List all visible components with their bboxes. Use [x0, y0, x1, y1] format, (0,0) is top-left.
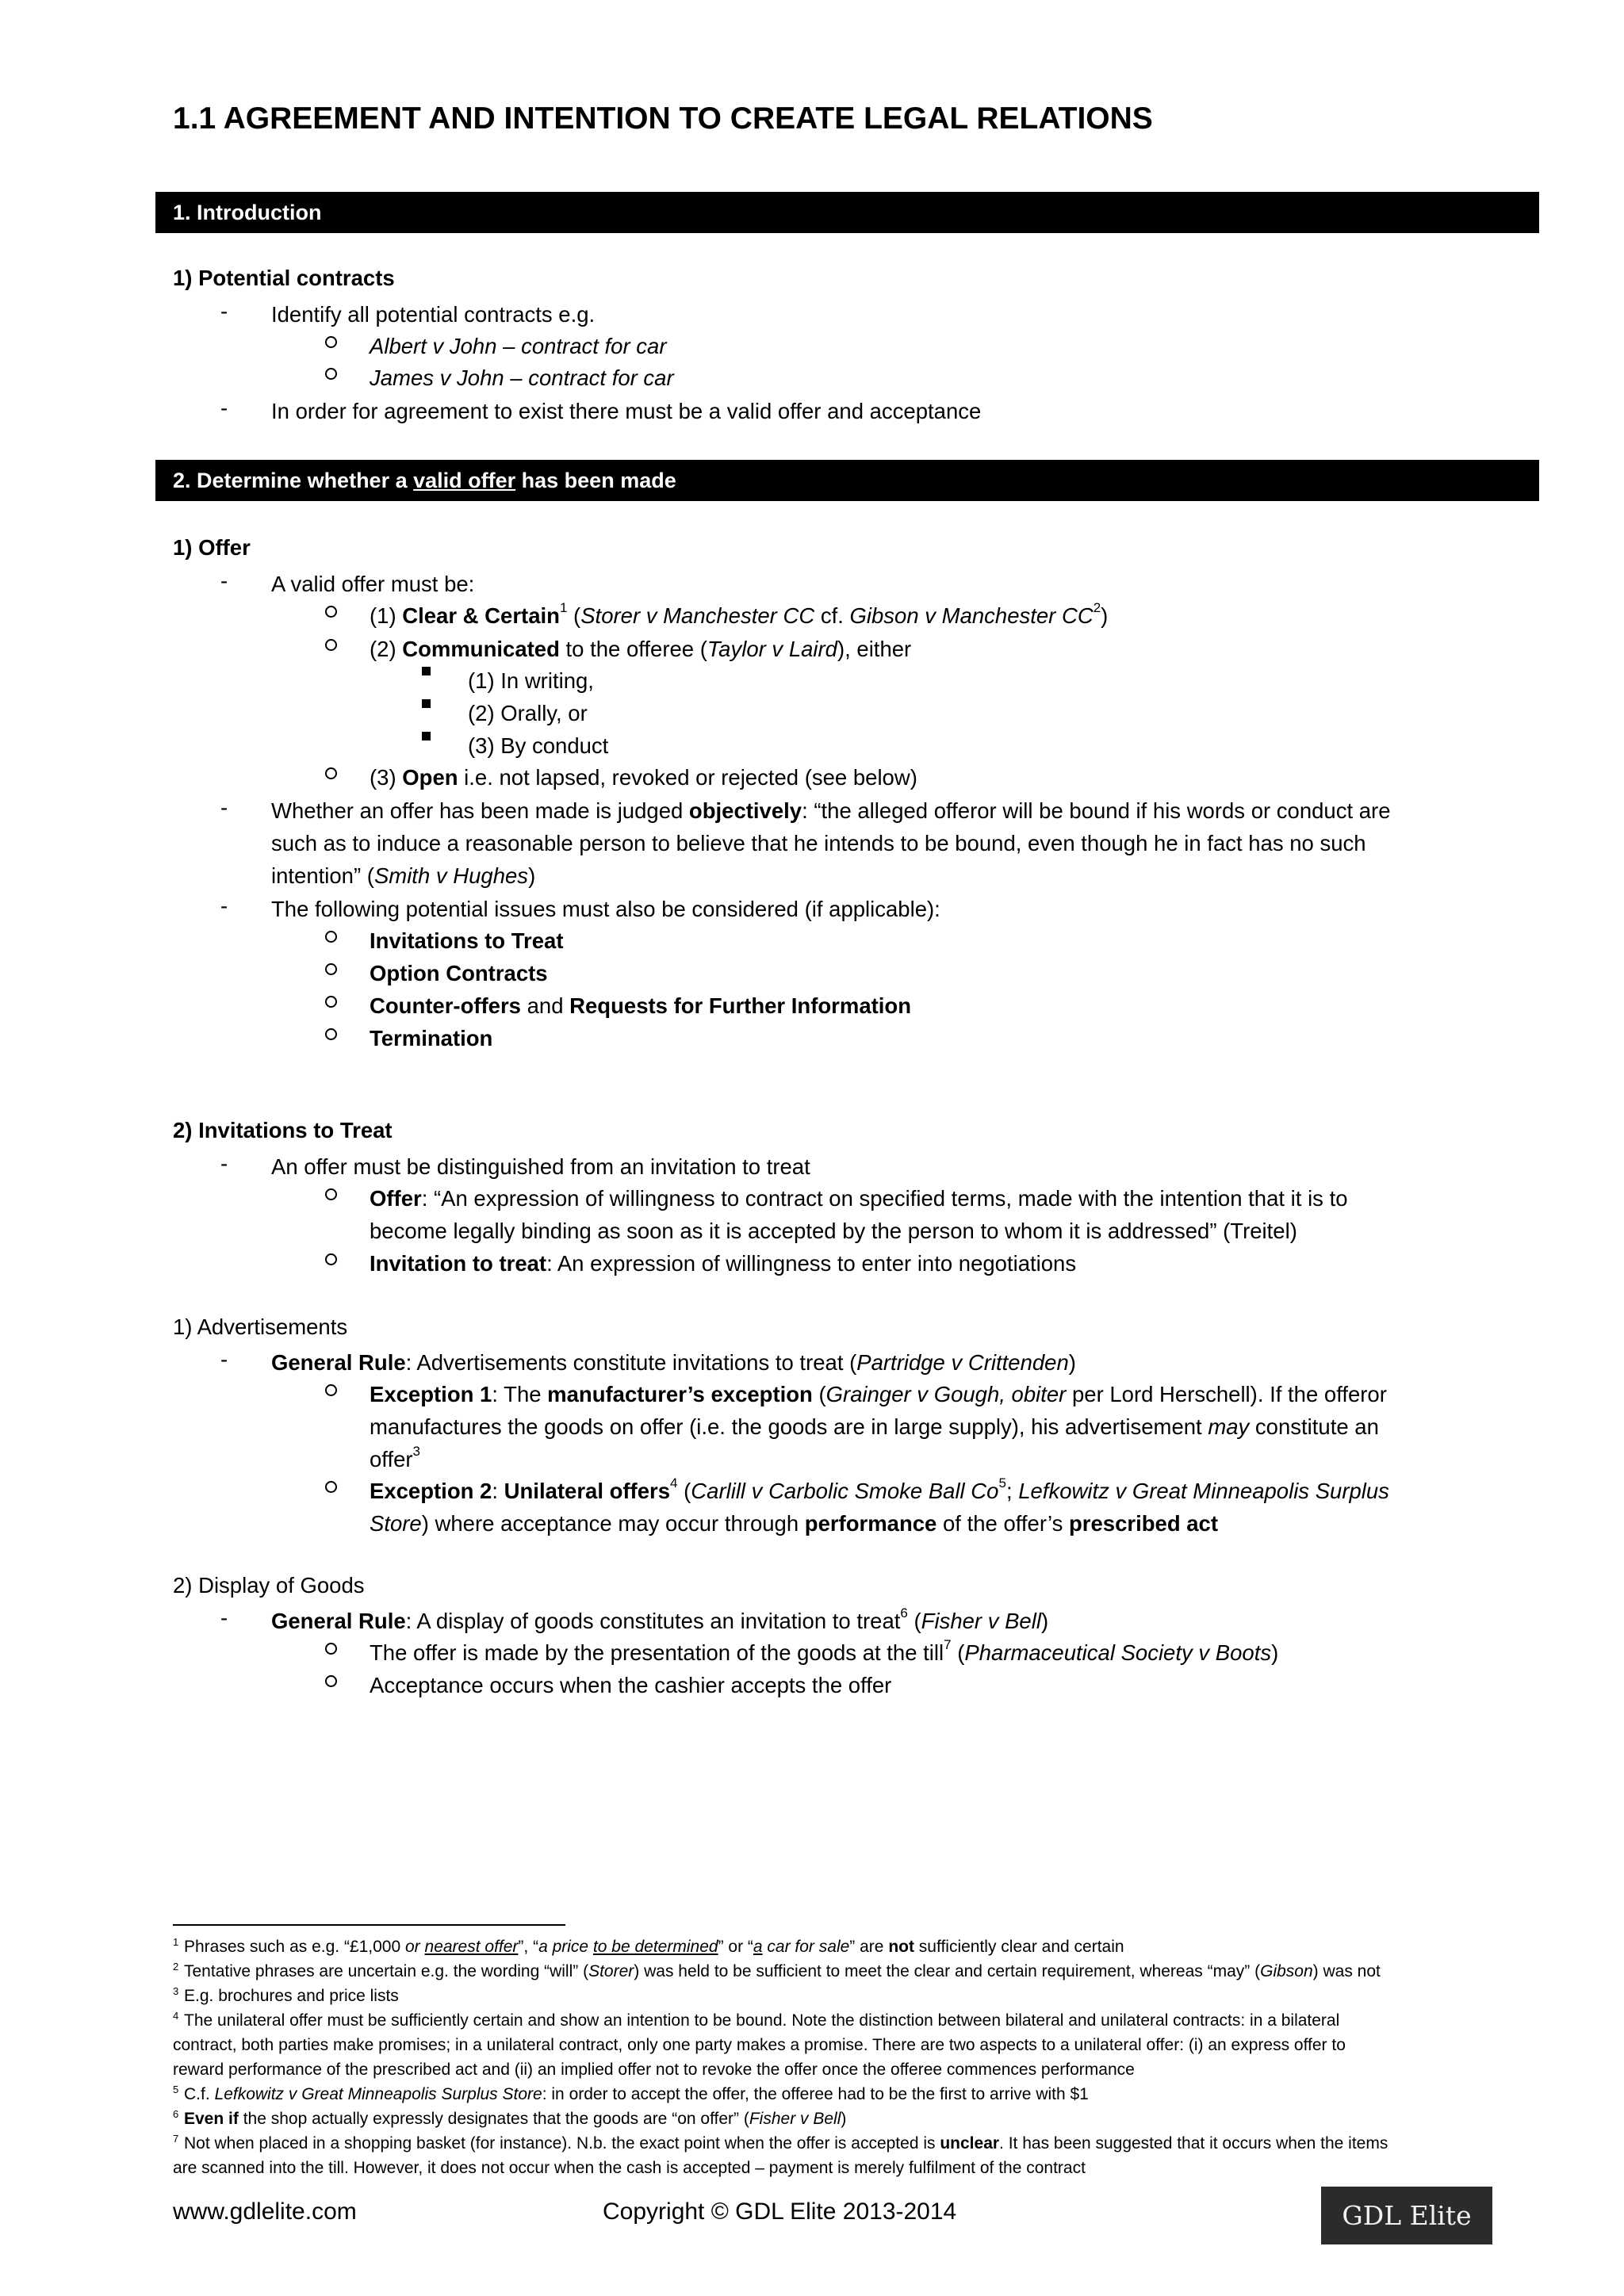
dash-bullet: -: [220, 795, 228, 820]
footer-copyright: Copyright © GDL Elite 2013-2014: [603, 2198, 957, 2225]
footnote-rule: [173, 1924, 565, 1926]
text-line: The offer is made by the presentation of the goods at the till$^7$ (Pharmaceutical Society v Boots): [370, 1636, 1279, 1665]
text-line: General Rule: A display of goods constitutes an invitation to treat$^6$ (Fisher v Bell): [271, 1605, 1049, 1633]
circle-bullet-icon: [325, 336, 337, 348]
text-line: offer$^3$: [370, 1443, 420, 1471]
text-line: such as to induce a reasonable person to believe that he intends to be bound, even though he in fact has no such: [271, 831, 1366, 855]
text-line: (3) Open i.e. not lapsed, revoked or rejected (see below): [370, 765, 917, 790]
text-line: Exception 1: The manufacturer’s exception (Grainger v Gough, obiter per Lord Herschell). If the offeror: [370, 1382, 1387, 1406]
section-heading-valid-offer: 2. Determine whether a valid offer has been made: [155, 460, 1539, 501]
circle-bullet-icon: [325, 1028, 337, 1040]
text-line: In order for agreement to exist there must be a valid offer and acceptance: [271, 399, 982, 423]
text-line: A valid offer must be:: [271, 572, 475, 596]
text-line: Store) where acceptance may occur through performance of the offer’s prescribed act: [370, 1511, 1219, 1536]
text-line: Exception 2: Unilateral offers$^4$ (Carlill v Carbolic Smoke Ball Co$^5$; Lefkowitz v Great Minneapolis Surplus: [370, 1475, 1389, 1503]
circle-bullet-icon: [325, 1188, 337, 1200]
text-line: intention” (Smith v Hughes): [271, 863, 536, 888]
circle-bullet-icon: [325, 606, 337, 618]
text-line: Albert v John – contract for car: [370, 334, 667, 358]
text-line: Invitation to treat: An expression of willingness to enter into negotiations: [370, 1251, 1077, 1276]
text-line: James v John – contract for car: [370, 365, 674, 390]
circle-bullet-icon: [325, 1384, 337, 1396]
footnote-3: 3 E.g. brochures and price lists: [173, 1985, 399, 2005]
page-title: 1.1 AGREEMENT AND INTENTION TO CREATE LEGAL RELATIONS: [173, 101, 1153, 136]
subheading-offer: 1) Offer: [173, 535, 251, 560]
dash-bullet: -: [220, 568, 228, 593]
gdl-elite-logo: GDL Elite: [1321, 2187, 1492, 2244]
text-line: Option Contracts: [370, 961, 548, 985]
text-line: (2) Communicated to the offeree (Taylor v Laird), either: [370, 637, 912, 661]
footnote-6: 6 Even if the shop actually expressly designates that the goods are “on offer” (Fisher v Bell): [173, 2108, 847, 2128]
text-line: An offer must be distinguished from an invitation to treat: [271, 1154, 810, 1179]
footnote-7: 7 Not when placed in a shopping basket (for instance). N.b. the exact point when the offer is accepted is unclear. It has been suggested that it occurs when the items are scanned into the till. However, it does not occur when the cash is accepted – payment is merely fulfilment of the contract: [173, 2133, 1388, 2177]
circle-bullet-icon: [325, 996, 337, 1008]
circle-bullet-icon: [325, 963, 337, 975]
text-line: Invitations to Treat: [370, 928, 564, 953]
circle-bullet-icon: [325, 639, 337, 651]
text-line: become legally binding as soon as it is accepted by the person to whom it is addressed” (Treitel): [370, 1219, 1297, 1243]
text-line: General Rule: Advertisements constitute invitations to treat (Partridge v Crittenden): [271, 1350, 1076, 1375]
dash-bullet: -: [220, 396, 228, 420]
dash-bullet: -: [220, 1347, 228, 1372]
circle-bullet-icon: [325, 368, 337, 380]
text-line: (1) Clear & Certain$^1$ (Storer v Manchester CC cf. Gibson v Manchester $CC^2$): [370, 599, 1109, 628]
footnote-2: 2 Tentative phrases are uncertain e.g. the wording “will” (Storer) was held to be sufficient to meet the clear and certain requirement, whereas “may” (Gibson) was not: [173, 1961, 1381, 1980]
subheading-display-of-goods: 2) Display of Goods: [173, 1573, 365, 1598]
text-line: manufactures the goods on offer (i.e. the goods are in large supply), his advertisement may constitute an: [370, 1414, 1379, 1439]
text-line: Counter-offers and Requests for Further Information: [370, 993, 912, 1018]
dash-bullet: -: [220, 894, 228, 918]
section-heading-introduction: 1. Introduction: [155, 192, 1539, 233]
text-line: Acceptance occurs when the cashier accepts the offer: [370, 1673, 892, 1697]
text-line: The following potential issues must also be considered (if applicable):: [271, 897, 940, 921]
dash-bullet: -: [220, 1605, 228, 1630]
subheading-invitations-to-treat: 2) Invitations to Treat: [173, 1118, 393, 1142]
circle-bullet-icon: [325, 1481, 337, 1493]
footnote-4: 4 The unilateral offer must be sufficiently certain and show an intention to be bound. Note the distinction between bilateral and unilateral contracts: in a bilateral contract, both parties make promises; in a unilateral contract, only one party makes a promise. There are two aspects to a unilateral offer: (i) an express offer to reward performance of the prescribed act and (ii) an implied offer not to revoke the offer once the offeree commences performance: [173, 2010, 1346, 2079]
footnote-1: 1 Phrases such as e.g. “£1,000 or nearest offer”, “a price to be determined” or “a car for sale” are not sufficiently clear and certain: [173, 1936, 1124, 1956]
square-bullet-icon: [422, 699, 431, 708]
text-line: Identify all potential contracts e.g.: [271, 302, 596, 327]
circle-bullet-icon: [325, 931, 337, 943]
circle-bullet-icon: [325, 1643, 337, 1655]
circle-bullet-icon: [325, 767, 337, 779]
dash-bullet: -: [220, 1151, 228, 1176]
text-line: Termination: [370, 1026, 493, 1050]
footer-website-link[interactable]: www.gdlelite.com: [173, 2198, 357, 2225]
text-line: Whether an offer has been made is judged objectively: “the alleged offeror will be bound if his words or conduct are: [271, 798, 1391, 823]
square-bullet-icon: [422, 667, 431, 675]
text-line: (1) In writing,: [468, 668, 594, 693]
square-bullet-icon: [422, 732, 431, 740]
dash-bullet: -: [220, 299, 228, 323]
text-line: (2) Orally, or: [468, 701, 588, 725]
subheading-advertisements: 1) Advertisements: [173, 1314, 348, 1339]
circle-bullet-icon: [325, 1675, 337, 1687]
text-line: Offer: “An expression of willingness to contract on specified terms, made with the intention that it is to: [370, 1186, 1348, 1211]
text-line: (3) By conduct: [468, 733, 609, 758]
subheading-potential-contracts: 1) Potential contracts: [173, 266, 395, 290]
footnote-5: 5 C.f. Lefkowitz v Great Minneapolis Surplus Store: in order to accept the offer, the offeree had to be the first to arrive with $1: [173, 2084, 1089, 2103]
circle-bullet-icon: [325, 1253, 337, 1265]
